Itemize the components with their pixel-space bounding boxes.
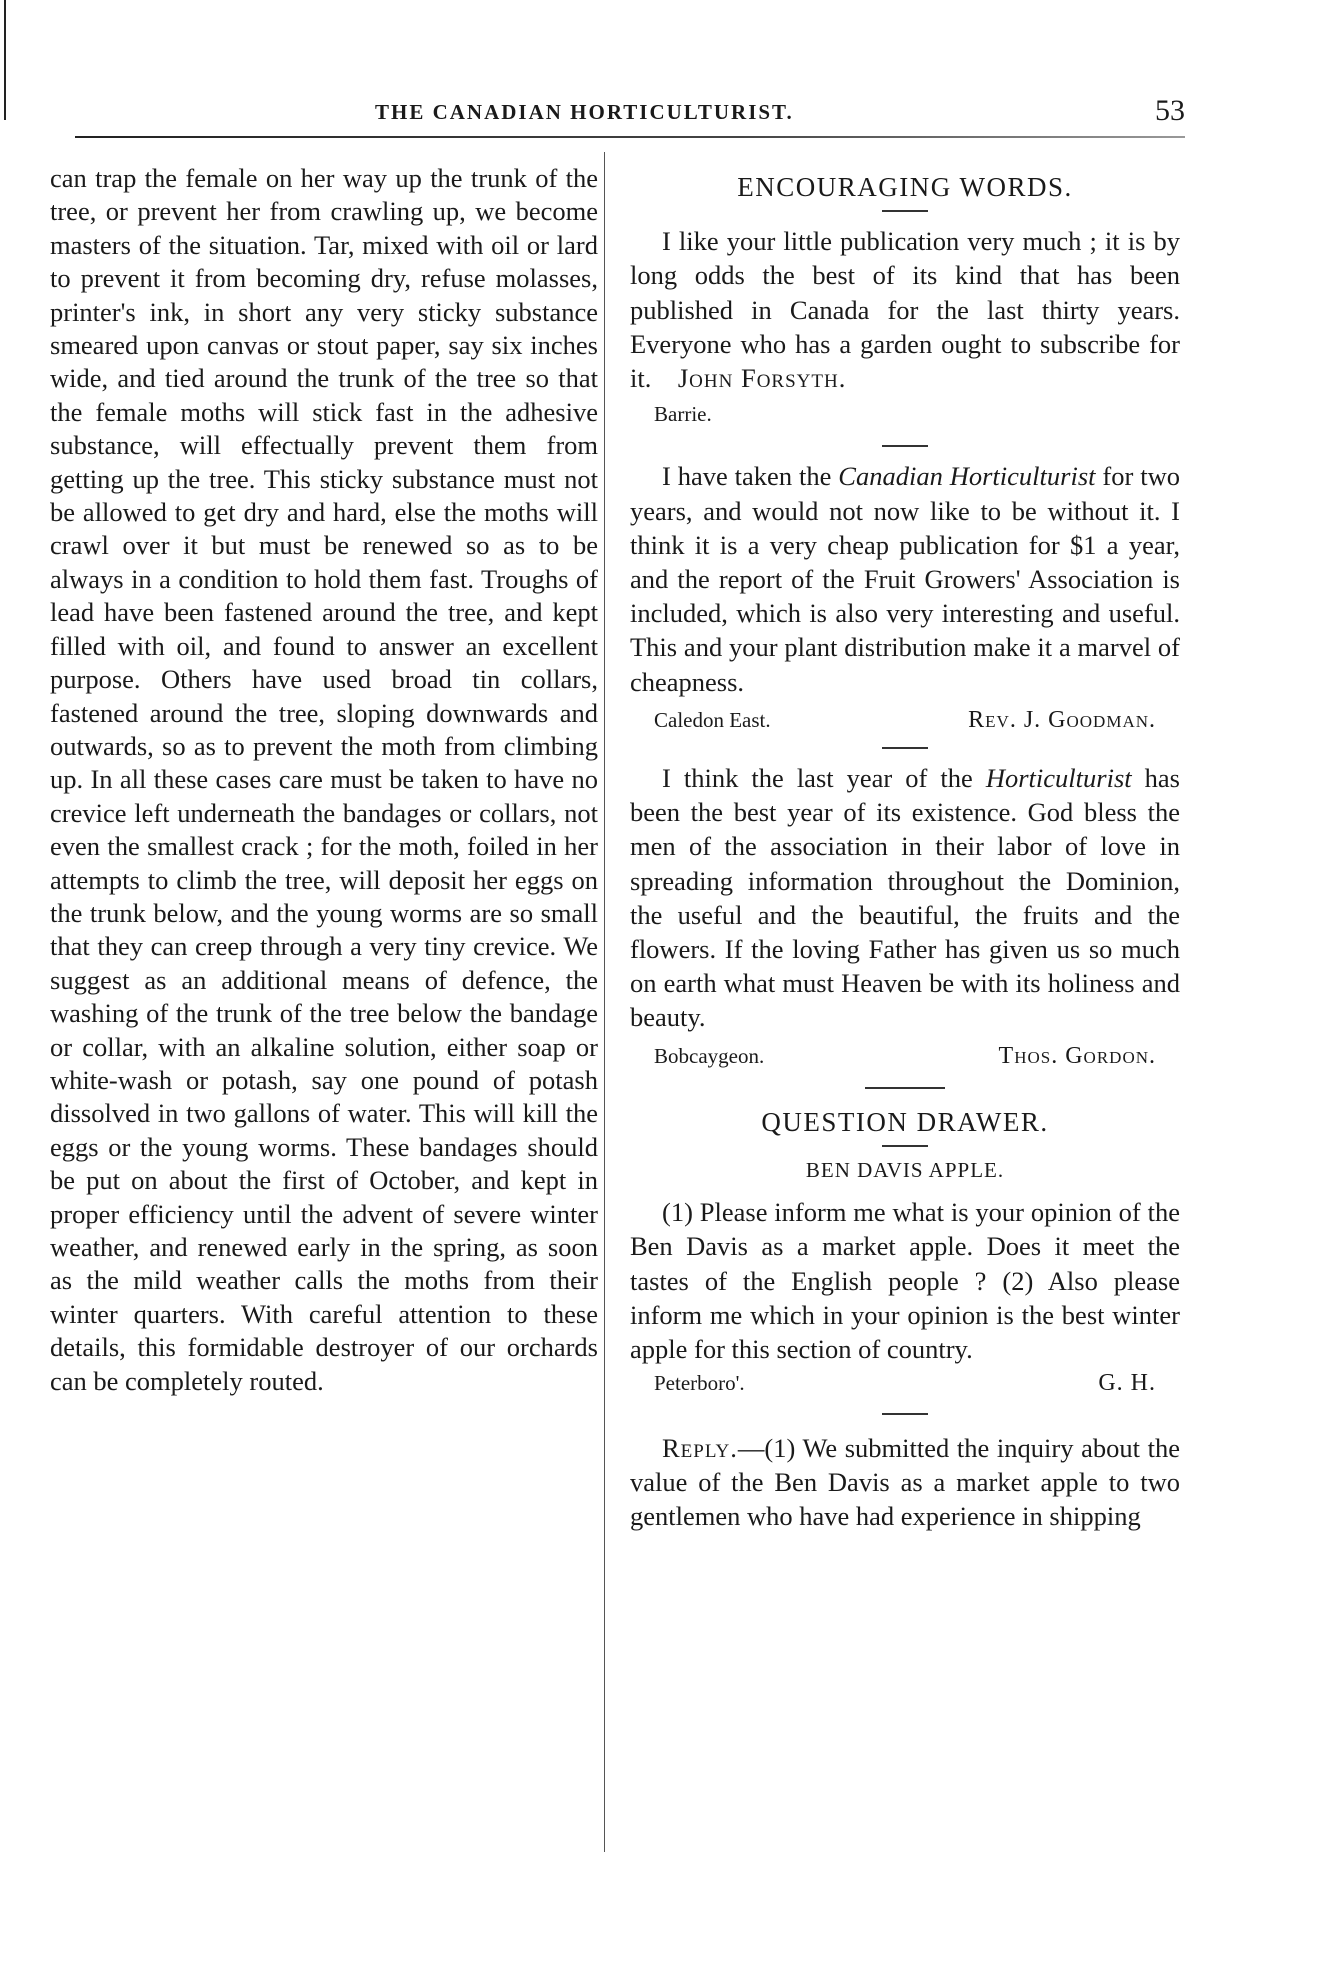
reply-label: Reply.: [662, 1432, 738, 1463]
letter-forsyth-place: Barrie.: [654, 402, 712, 427]
page-number: 53: [1155, 94, 1185, 127]
journal-title-italic: Horticulturist: [985, 763, 1132, 794]
running-title: THE CANADIAN HORTICULTURIST.: [375, 100, 794, 124]
page-edge-mark: [4, 0, 6, 120]
section-rule: [882, 210, 928, 212]
encouraging-words-title: ENCOURAGING WORDS.: [737, 172, 1073, 202]
column-divider: [604, 152, 605, 1852]
header-rule: [75, 136, 1185, 138]
journal-title-italic: Canadian Horticulturist: [838, 461, 1096, 492]
letter-goodman-signature-line: [630, 703, 1180, 737]
question-initials: G. H.: [1098, 1370, 1156, 1397]
letter-goodman-signature: Rev. J. Goodman.: [968, 706, 1156, 733]
section-divider-rule: [865, 1087, 945, 1089]
reply-text: Reply.—(1) We submitted the inquiry about the value of the Ben Davis as a market apple to two gentlemen who have had experience in shipping: [630, 1432, 1180, 1531]
letter-goodman-text: I have taken the Canadian Horticulturist for two years, and would not now like to be without it. I think it is a very cheap publication for $1 a year, and the report of the Fruit Growers' Association is included, which is also very interesting and useful. This and your plant distribution make it a marvel of cheapness.: [630, 461, 1180, 697]
left-column-text: can trap the female on her way up the trunk of the tree, or prevent her from crawling up, we become masters of the situation. Tar, mixed with oil or lard to prevent it from becoming dry, refuse molasses, printer's ink, in short any very sticky substance smeared upon canvas or stout paper, say six inches wide, and tied around the trunk of the tree so that the female moths will stick fast in the adhesive substance, will effectually prevent them from getting up the tree. This sticky substance must not be allowed to get dry and hard, else the moths will crawl over it but must be renewed so as to be always in a condition to hold them fast. Troughs of lead have been fastened around the tree, and kept filled with oil, and found to answer an excellent purpose. Others have used broad tin collars, fastened around the tree, sloping downwards and outwards, so as to prevent the moth from climbing up. In all these cases care must be taken to have no crevice left underneath the bandages or collars, not even the smallest crack ; for the moth, foiled in her attempts to climb the tree, will deposit her eggs on the trunk below, and the young worms are so small that they can creep through a very tiny crevice. We suggest as an additional means of defence, the washing of the trunk of the tree below the bandage or collar, with an alkaline solution, either soap or white-wash or potash, say one pound of potash dissolved in two gallons of water. This will kill the eggs or the young worms. These bandages should be put on about the first of October, and kept in proper efficiency until the advent of severe winter weather, and renewed early in the spring, as soon as the mild weather calls the moths from their winter quarters. With careful attention to these details, this formidable destroyer of our orchards can be completely routed.: [50, 163, 598, 1396]
left-column: [50, 162, 598, 1862]
letter-gordon-place: Bobcaygeon.: [654, 1043, 765, 1068]
letter-forsyth-text: I like your little publication very much ; it is by long odds the best of its kind that has been published in Canada for the last thirty years. Everyone who has a garden ought to subscribe for it. John Forsyth.: [630, 226, 1180, 394]
question-place: Peterboro'.: [654, 1371, 745, 1396]
letter-forsyth-signature: John Forsyth.: [677, 363, 847, 394]
letter-gordon-signature: Thos. Gordon.: [998, 1042, 1156, 1069]
ben-davis-subtitle: BEN DAVIS APPLE.: [805, 1158, 1005, 1183]
question-drawer-title: QUESTION DRAWER.: [761, 1106, 1049, 1137]
letter-gordon-text: I think the last year of the Horticulturist has been the best year of its existence. God bless the men of the association in their labor of love in spreading information throughout the Dominion, the useful and the beautiful, the fruits and the flowers. If the loving Father has given us so much on earth what must Heaven be with its holiness and beauty.: [630, 763, 1180, 1033]
question-signature-line: [630, 1366, 1180, 1400]
letter-rule: [882, 445, 928, 447]
question-text: (1) Please inform me what is your opinion of the Ben Davis as a market apple. Does it meet the tastes of the English people ? (2) Also please inform me which in your opinion is the best winter apple for this section of country.: [630, 1197, 1180, 1365]
reply-rule: [882, 1413, 928, 1415]
section-rule: [882, 1145, 928, 1147]
letter-goodman-place: Caledon East.: [654, 707, 771, 732]
letter-rule: [882, 747, 928, 749]
letter-gordon-signature-line: [630, 1039, 1180, 1073]
page-header: [75, 90, 1185, 140]
right-column: [630, 170, 1180, 1860]
